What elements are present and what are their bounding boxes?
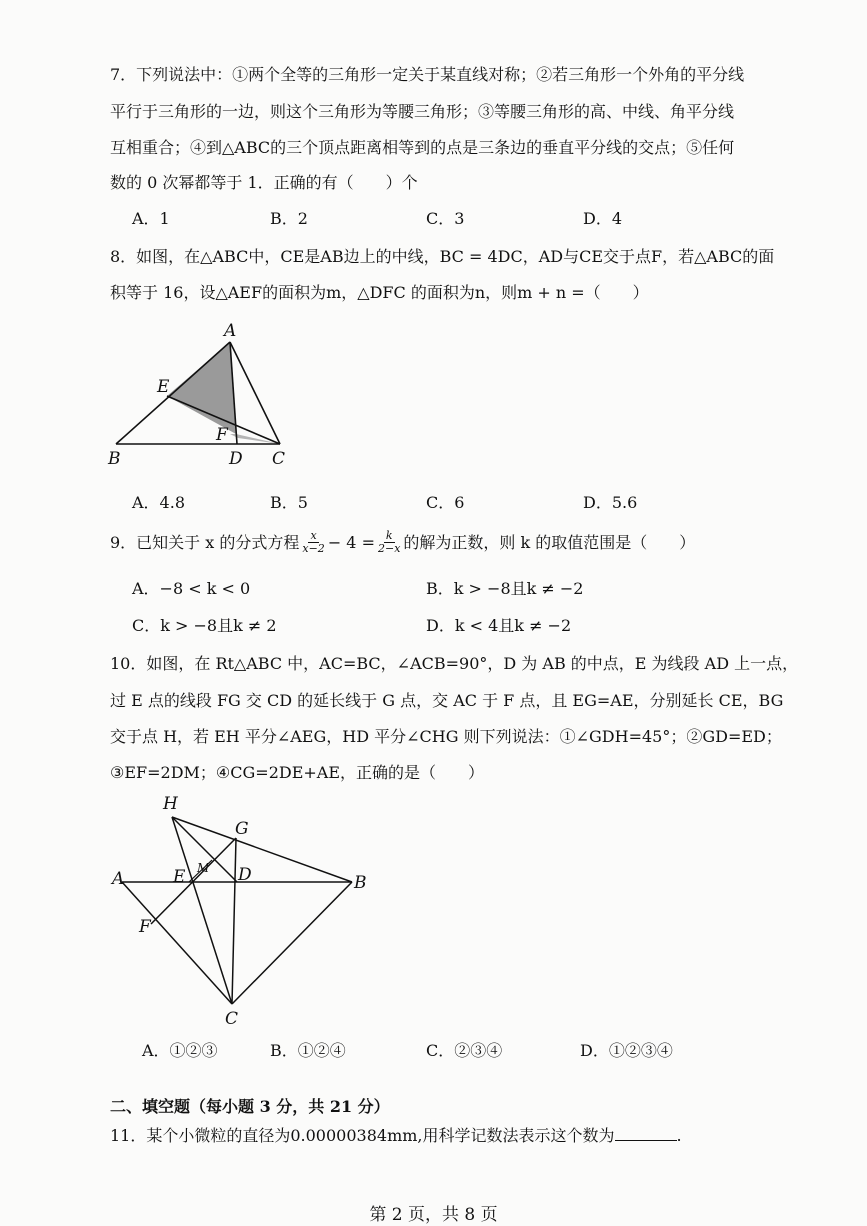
q10-line-2: 过 E 点的线段 FG 交 CD 的延长线于 G 点，交 AC 于 F 点，且 EG=AE，分别延长 CE，BG (110, 691, 784, 710)
q7-option-d: D．4 (583, 209, 623, 228)
q7-line-2: 平行于三角形的一边，则这个三角形为等腰三角形；③等腰三角形的高、中线、角平分线 (110, 102, 735, 121)
label-f: F (139, 917, 151, 937)
label-a: A (112, 869, 125, 889)
q8-line-1: 8．如图，在△ABC中，CE是AB边上的中线，BC = 4DC，AD与CE交于点F，若△ABC的面 (110, 247, 775, 266)
q10-line-1: 10．如图，在 Rt△ABC 中，AC=BC，∠ACB=90°，D 为 AB 的中点，E 为线段 AD 上一点， (110, 654, 799, 673)
q7-line-1: 7．下列说法中：①两个全等的三角形一定关于某直线对称；②若三角形一个外角的平分线 (110, 65, 745, 84)
label-c: C (225, 1009, 239, 1029)
label-b: B (108, 449, 121, 469)
q11-line (110, 1125, 682, 1147)
q9-minus4: − 4 = (327, 532, 375, 552)
q10-option-a: A．①②③ (142, 1041, 218, 1060)
label-m: M (197, 861, 210, 875)
q10-line-4: ③EF=2DM；④CG=2DE+AE，正确的是（ ） (110, 763, 485, 782)
q9-option-c: C．k > −8且k ≠ 2 (132, 616, 277, 635)
section-heading: 二、填空题（每小题 3 分，共 21 分） (110, 1097, 390, 1116)
label-d: D (238, 865, 252, 885)
q8-line-2: 积等于 16，设△AEF的面积为m，△DFC 的面积为n，则m + n =（ ） (110, 283, 649, 302)
label-d: D (229, 449, 243, 469)
q8-option-a: A．4.8 (132, 493, 186, 512)
q7-line-3: 互相重合；④到△ABC的三个顶点距离相等到的点是三条边的垂直平分线的交点；⑤任何 (110, 138, 735, 157)
q8-option-d: D．5.6 (583, 493, 638, 512)
q8-triangle-figure (100, 318, 310, 470)
page-footer: 第 2 页，共 8 页 (369, 1205, 498, 1225)
q11-end: . (676, 1126, 682, 1145)
q7-option-c: C．3 (426, 209, 465, 228)
answer-blank (615, 1126, 677, 1141)
label-e: E (173, 867, 186, 887)
q9-option-d: D．k < 4且k ≠ −2 (426, 616, 572, 635)
q9-option-b: B．k > −8且k ≠ −2 (426, 579, 584, 598)
label-c: C (272, 449, 286, 469)
q9-fraction-1: x x−2 (302, 529, 325, 555)
q9-option-a: A．−8 < k < 0 (132, 579, 251, 598)
label-a: A (224, 321, 237, 341)
q7-option-a: A．1 (132, 209, 170, 228)
q9-suffix: 的解为正数，则 k 的取值范围是（ ） (403, 532, 696, 552)
q9-prefix: 9．已知关于 x 的分式方程 (110, 532, 300, 552)
q10-option-b: B．①②④ (270, 1041, 346, 1060)
q11-text: 11．某个小微粒的直径为0.00000384mm,用科学记数法表示这个数为 (110, 1126, 615, 1145)
q7-line-4: 数的 0 次幂都等于 1．正确的有（ ）个 (110, 173, 418, 192)
q9-fraction-2: $\frac{k}{2-x}$ (377, 529, 401, 555)
label-f: F (216, 425, 228, 445)
q8-option-c: C．6 (426, 493, 465, 512)
q10-option-d: D．①②③④ (580, 1041, 673, 1060)
label-b: B (354, 873, 367, 893)
q10-line-3: 交于点 H，若 EH 平分∠AEG，HD 平分∠CHG 则下列说法：①∠GDH=45°；②GD=ED； (110, 727, 782, 746)
label-h: H (163, 794, 178, 814)
q10-option-c: C．②③④ (426, 1041, 503, 1060)
q8-option-b: B．5 (270, 493, 308, 512)
label-e: E (157, 377, 170, 397)
q10-geometry-figure (105, 792, 370, 1030)
q7-option-b: B．2 (270, 209, 308, 228)
q9-line (110, 530, 695, 555)
label-g: G (235, 819, 249, 839)
